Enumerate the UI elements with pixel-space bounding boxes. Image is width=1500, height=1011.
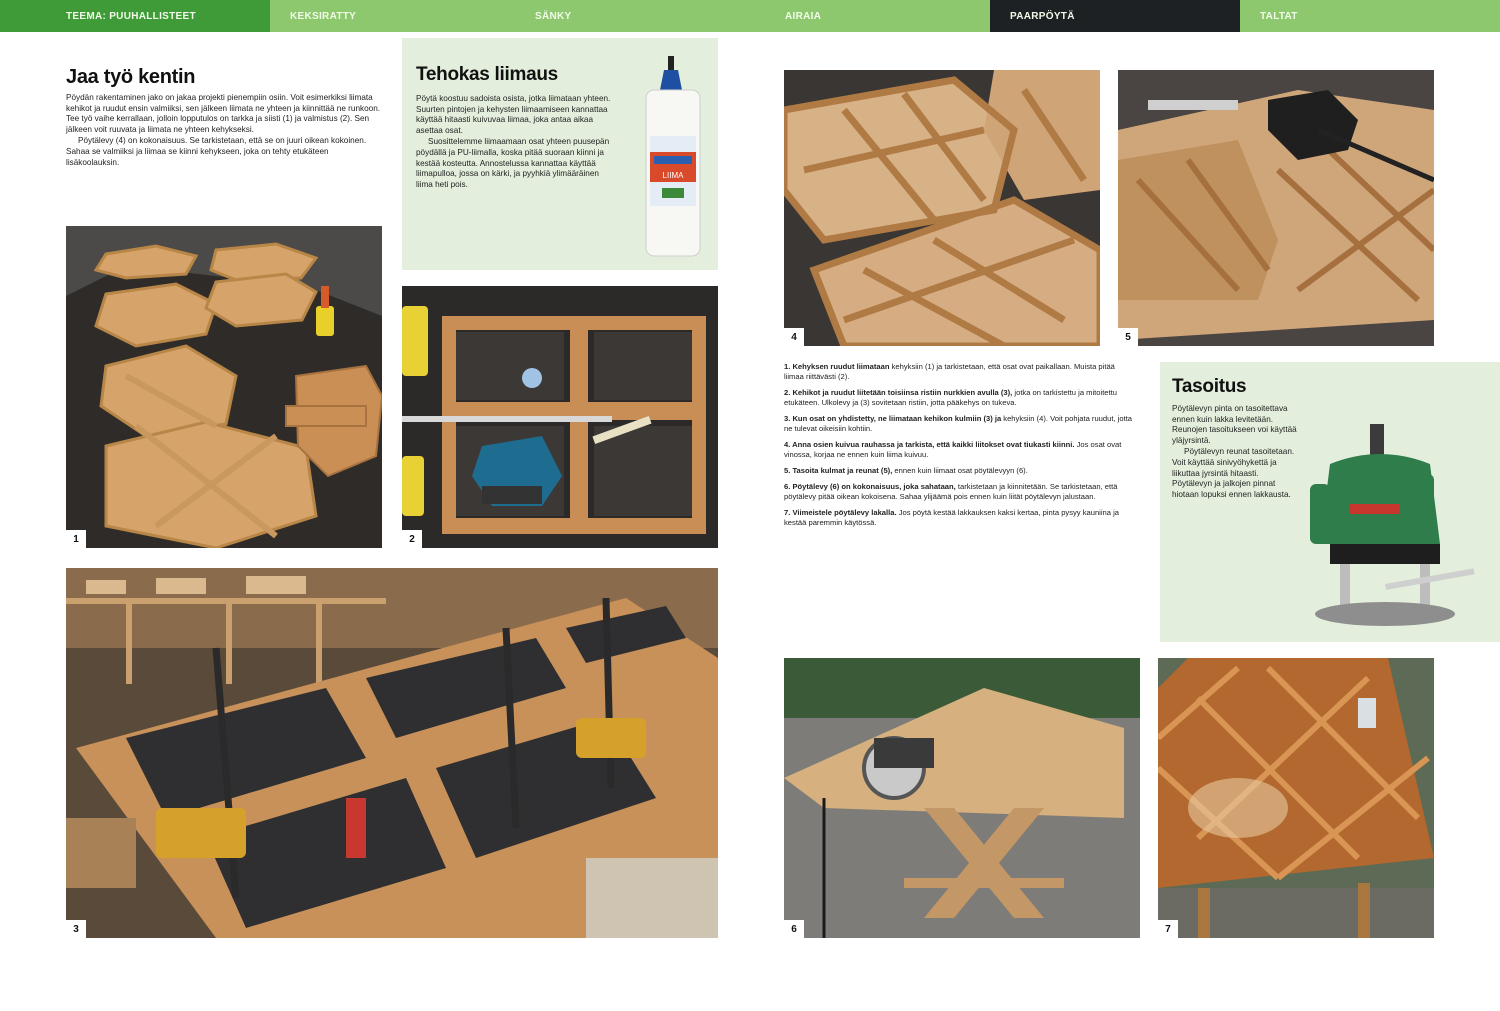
section-nav-bar	[0, 0, 1500, 32]
router-info-box	[1160, 362, 1500, 642]
router-paragraph-1: Pöytälevyn pinta on tasoitettava ennen kuin lakka levitetään. Reunojen tasoitukseen voi käyttää yläjyrsintä.	[1172, 404, 1297, 445]
glue-body	[416, 94, 614, 190]
router-heading: Tasoitus	[1172, 376, 1247, 397]
nav-tab-active-table[interactable]: PAARPÖYTÄ	[990, 0, 1240, 32]
photo-1-number: 1	[66, 530, 86, 548]
nav-tab-bed[interactable]: SÄNKY	[480, 0, 730, 32]
router-tool-image	[1290, 424, 1480, 634]
step-item: 4. Anna osien kuivua rauhassa ja tarkista, että kaikki liitokset ovat tiukasti kiinni. Jos osat ovat vinossa, korjaa ne ennen kuin liima kuivuu.	[784, 440, 1122, 459]
step-item: 6. Pöytälevy (6) on kokonaisuus, joka sahataan, tarkistetaan ja kiinnitetään. Se tarkistetaan, että pöytälevy pitää oikean kokoisena. Sahaa ylijäämä pois ennen kuin liität pöytälevyn jalustaan.	[784, 482, 1118, 501]
photo-5-number: 5	[1118, 328, 1138, 346]
photo-5-edge-routing	[1118, 70, 1434, 346]
photo-1-octagon-panels	[66, 226, 382, 548]
photo-7-number: 7	[1158, 920, 1178, 938]
glue-paragraph-1: Pöytä koostuu sadoista osista, jotka liimataan yhteen. Suurten pintojen ja kehysten liimaamiseen kannattaa käyttää hitaasti kuivuvaa liimaa, joka antaa aikaa asettaa osat.	[416, 94, 611, 135]
photo-4-parquet-panels	[784, 70, 1100, 346]
photo-2-frame-assembly	[402, 286, 718, 548]
photo-3-number: 3	[66, 920, 86, 938]
step-item: 1. Kehyksen ruudut liimataan kehyksiin (1) ja tarkistetaan, että osat ovat paikallaan. Muista pitää liimaa riittävästi (2).	[784, 362, 1115, 381]
photo-7-lacquered-table	[1158, 658, 1434, 938]
nav-tab-theme[interactable]: TEEMA: PUUHALLISTEET	[0, 0, 270, 32]
intro-section	[66, 66, 382, 169]
photo-4-number: 4	[784, 328, 804, 346]
glue-heading: Tehokas liimaus	[416, 64, 558, 85]
photo-3-clamped-frame	[66, 568, 718, 938]
step-item: 7. Viimeistele pöytälevy lakalla. Jos pöytä kestää lakkauksen kaksi kertaa, pinta pysyy kauniina ja kestää paremmin käytössä.	[784, 508, 1120, 527]
photo-2-number: 2	[402, 530, 422, 548]
photo-6-saw-trimming	[784, 658, 1140, 938]
intro-paragraph-1: Pöydän rakentaminen jako on jakaa projekti pienempiin osiin. Voit esimerkiksi liimata kehikot ja ruudut ensin valmiiksi, sen jälkeen liimata ne yhteen ja kiinnittää ne runkoon. Tee työ vaihe kerrallaan, jolloin lopputulos on tarkka ja siisti (1) ja valmistus (2). Sen jälkeen voit ruuvata ja liimata ne yhteen kehykseksi.	[66, 93, 381, 134]
intro-paragraph-2: Pöytälevy (4) on kokonaisuus. Se tarkistetaan, että se on juuri oikean kokoinen. Sahaa se valmiiksi ja liimaa se kiinni kehykseen, joka on tehty etukäteen lisäkoolauksin.	[66, 136, 367, 167]
photo-6-number: 6	[784, 920, 804, 938]
step-item: 5. Tasoita kulmat ja reunat (5), ennen kuin liimaat osat pöytälevyyn (6).	[784, 466, 1028, 475]
step-item: 2. Kehikot ja ruudut liitetään toisiinsa ristiin nurkkien avulla (3), jotka on tarkistettu ja mitoitettu etukäteen. Ulkolevy ja (3) sovitetaan ristiin, jotta pääkehys on tukeva.	[784, 388, 1117, 407]
nav-tab-6[interactable]: TALTAT	[1240, 0, 1500, 32]
glue-bottle-label: LIIMA	[662, 171, 684, 180]
nav-tab-4[interactable]: AIRAIA	[730, 0, 990, 32]
intro-heading: Jaa työ kentin	[66, 66, 196, 88]
router-paragraph-2: Pöytälevyn reunat tasoitetaan. Voit käyttää sinivyöhykettä ja liikuttaa jyrsintä hitaasti. Pöytälevyn ja jalkojen pinnat hiotaan lopuksi ennen lakkausta.	[1172, 447, 1295, 499]
intro-body	[66, 93, 382, 168]
router-body	[1172, 404, 1300, 500]
glue-paragraph-2: Suosittelemme liimaamaan osat yhteen puusepän pöydällä ja PU-liimalla, koska pitää suoraan kiinni ja kestää kosteutta. Annostelussa kannattaa käyttää liimapulloa, jossa on kärki, ja pyyhkiä ylimääräinen liima heti pois.	[416, 137, 610, 189]
nav-tab-2[interactable]: KEKSIRATTY	[270, 0, 480, 32]
step-item: 3. Kun osat on yhdistetty, ne liimataan kehikon kulmiin (3) ja kehyksiin (4). Voit pohjata ruudut, jotta ne tulevat oikeisiin kohtiin.	[784, 414, 1133, 433]
glue-info-box	[402, 38, 718, 270]
glue-bottle-image	[642, 56, 704, 260]
instruction-steps	[784, 362, 1134, 534]
